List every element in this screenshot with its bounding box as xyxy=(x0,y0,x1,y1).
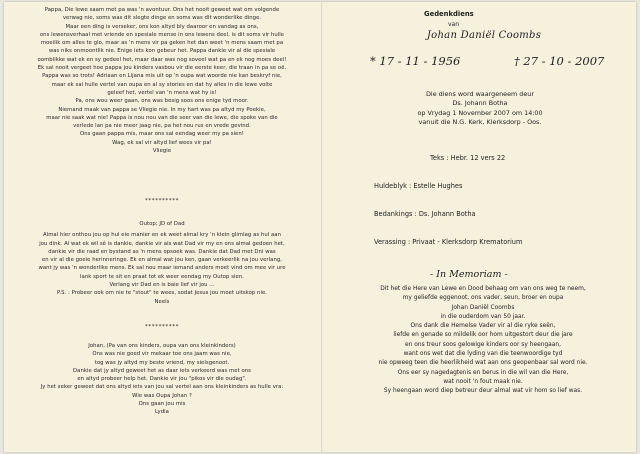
tribute-from-neels xyxy=(12,220,312,306)
page-fold xyxy=(321,2,323,452)
thanks-by: Bedankings : Ds. Johann Botha xyxy=(374,210,476,218)
tribute-line: maar ek sal hulle vertel van oupa en al sy stories en dat hy alles in die lewe volte xyxy=(51,81,273,88)
tribute-heading: Outop; JD of Dad xyxy=(139,221,185,227)
in-memoriam-heading: - In Memoriam - xyxy=(430,269,508,280)
memorial-card xyxy=(4,2,636,452)
tribute-line: Niemand maak van pappa se Vliegie nie. In my hart was pa altyd my Poekie, xyxy=(58,106,266,113)
tribute-line: geleef het, vertel van 'n mens wat hy is! xyxy=(107,89,217,96)
tribute-line: was niks onmoontlik nie. Enige iets kon gebeur het. Pappa dankie vir al die spesiale xyxy=(48,48,276,55)
tribute-line: lank sport te sit en praat tot ek weer eendag my Outop sien. xyxy=(80,273,244,280)
scripture-reading: Teks : Hebr. 12 vers 22 xyxy=(430,154,506,162)
death-date: † 27 - 10 - 2007 xyxy=(514,54,605,68)
tribute-line: P.S. : Probeer ook om nie te "stout" te wees, sodat Jesus jou moet uitskop nie. xyxy=(56,290,268,297)
tribute-line: oomblikke wat ek en sy gedeel het, maar daar was nog soveel wat pa en ek nog moes deel! xyxy=(37,56,287,63)
memoriam-line: my geliefde eggenoot, ons vader, seun, broer en oupa xyxy=(402,295,564,302)
tribute-line: Ons gaan pappa mis, maar ons sal eendag weer my pa sien! xyxy=(80,131,244,138)
tribute-line: moeilik om alles te glo, maar as 'n mens vir pa geken het dan weet 'n mens saam met pa xyxy=(40,40,284,47)
birth-date: * 17 - 11 - 1956 xyxy=(370,54,461,68)
tribute-line: Ons was nie goed vir mekaar toe ons jaam was nie, xyxy=(92,351,232,358)
tribute-line: Pappa, Die lewe saam met pa was 'n avontuur. Ons het nooit geweet wat om volgende xyxy=(44,7,280,13)
memoriam-line: Ons eer sy nagedagtenis en berus in die wil van die Here, xyxy=(397,369,569,376)
tribute-line: verlede lan pa nie meer jaag nie, pa het nou rus en vrede gevind. xyxy=(73,123,251,130)
service-datetime: op Vrydag 1 November 2007 om 14:00 xyxy=(417,108,543,117)
memoriam-line: nie opweeg teen die heerlikheid wat aan ons geopenbaar sal word nie. xyxy=(378,360,588,367)
tribute-line: Ek sal nooit vergeet hoe pappa jou kinders vasbou vir die eerste keer, die traan in pa se oë. xyxy=(37,65,287,72)
tribute-signature: Vliegie xyxy=(152,148,172,155)
cremation-details: Verassing : Privaat - Klerksdorp Krematorium xyxy=(374,238,523,246)
tribute-line: want jy was 'n wonderlike mens. Ek sal nou maar iemand anders moet vind om mee vir ure xyxy=(38,265,286,272)
right-page xyxy=(324,2,636,452)
memoriam-line: in die ouderdom van 50 jaar. xyxy=(440,313,526,320)
service-heading-van: van xyxy=(448,21,460,28)
in-memoriam-text xyxy=(334,285,632,397)
tribute-line: en vir al die goeie herinneringe. Ek en almal wat jou ken, gaan verkeerlik na jou verlang, xyxy=(41,257,283,264)
service-venue: vanuit die N.G. Kerk, Klerksdorp - Oos. xyxy=(418,117,542,126)
service-line: Die diens word waargeneem deur xyxy=(426,90,534,98)
memoriam-line: Sy heengaan word diep betreur deur almal wat vir hom so lief was. xyxy=(383,388,583,395)
tribute-line: Dankie dat jy altyd geweet het as daar iets verkeerd was met ons xyxy=(73,367,251,374)
memoriam-line: want ons wet dat die lyding van die teenwoordige tyd xyxy=(403,351,563,358)
service-heading: Gedenkdiens xyxy=(424,10,474,18)
tribute-line: Almal hier onthou jou op hul eie manier en ek weet almal kry 'n klein glimlag as hul aan xyxy=(43,232,281,239)
tribute-line: tog was jy altyd my beste vriend, my sielsgenoot. xyxy=(94,359,230,366)
tribute-line: verwag nie, soms was dit slegte dinge en soms was dit wonderlike dinge. xyxy=(62,15,262,22)
tribute-line: maar nie saak wat nie! Pappa is nou nou van die seer van die lewe, die spoke van die xyxy=(46,114,278,121)
tribute-line: Wie was Oupa Johan ? xyxy=(132,392,192,399)
deceased-name: Johan Daniël Coombs xyxy=(426,30,542,41)
minister-name: Ds. Johann Botha xyxy=(452,99,508,108)
tribute-line: Maar een ding is verseker, ons kon altyd bly daaroor en vandag as ons, xyxy=(65,23,259,30)
section-divider: ********** xyxy=(145,198,179,204)
tribute-line: Johan, (Pa van ons kinders, oupa van ons kleinkinders) xyxy=(88,343,236,349)
tribute-line: Pa, ons wou weer gaan, ons was besig soos ons enige tyd moor. xyxy=(75,98,249,105)
tribute-line: en altyd probeer help het. Dankie vir jou "pikos vir die oudag". xyxy=(77,376,247,383)
tribute-line: Ons gaan jou mis xyxy=(138,401,186,408)
tribute-line: Verlang vir Dad en is baie lief vir jou ... xyxy=(109,282,215,289)
tribute-from-lydia xyxy=(12,342,312,417)
section-divider: ********** xyxy=(145,324,179,330)
memoriam-line: Ons dank die Hemelse Vader vir al die ryke seën, xyxy=(410,323,556,330)
tribute-signature: Neels xyxy=(154,298,170,305)
memoriam-line: en ons treur soos gelowige kinders oor sy heengaan, xyxy=(405,341,561,348)
service-details xyxy=(380,90,580,127)
tribute-line: Pappa was so trots! Adriaan en Lijana mis uit op 'n oupa wat woorde nie kan beskryf nie, xyxy=(42,73,282,80)
left-page xyxy=(4,2,322,452)
memoriam-line: liefde en genade so mildelik oor hom uitgestort deur die jare xyxy=(393,332,573,339)
tribute-line: dankie vir die raad en bystand as 'n mens opsoek was. Dankie dat Dad met Dni was xyxy=(48,248,276,255)
tribute-line: jou dink. Al wat ek wil sê is dankie, dankie vir als wat Dad vir my en ons almal gedoen het, xyxy=(39,240,285,247)
memoriam-line: Dit het die Here van Lewe en Dood behaag om van ons weg te neem, xyxy=(380,286,586,292)
memoriam-line: wat nooit 'n fout maak nie. xyxy=(443,378,523,385)
tribute-speaker: Huldeblyk : Estelle Hughes xyxy=(374,182,463,190)
tribute-signature: Lydia xyxy=(155,409,169,416)
memoriam-line: Johan Daniël Coombs xyxy=(451,304,515,311)
tribute-line: Wag, ek sal vir altyd lief wees vir pa! xyxy=(112,139,212,146)
tribute-line: ons lewensverhaal met vriende en spesiale mense in ons lewens deel, is dit soms vir hulle xyxy=(39,31,285,38)
tribute-from-vliegie xyxy=(12,6,312,155)
tribute-line: Jy het seker geweet dat ons altyd iets van jou sal vertel aan ons kleinkinders as hulle vra: xyxy=(40,384,284,391)
